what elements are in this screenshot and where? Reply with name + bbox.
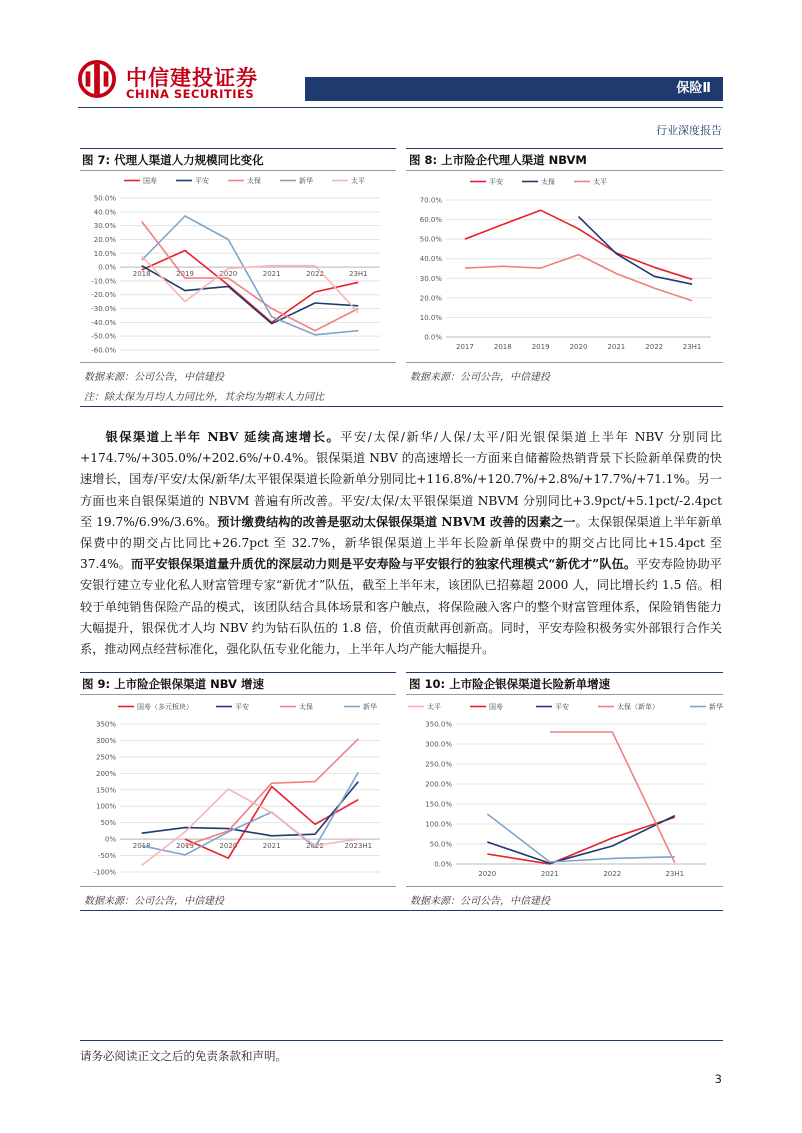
para-lead: 银保渠道上半年 NBV 延续高速增长。 <box>104 430 341 444</box>
x-tick-label: 2022 <box>306 842 324 851</box>
fig9-title: 图 9: 上市险企银保渠道 NBV 增速 <box>82 677 264 691</box>
legend-label: 国寿（多元板块） <box>137 703 193 711</box>
fig10-source: 数据来源：公司公告，中信建投 <box>410 896 550 907</box>
legend-label: 新华 <box>363 703 377 711</box>
fig7-title: 图 7: 代理人渠道人力规模同比变化 <box>82 153 264 167</box>
y-tick-label: -50.0% <box>91 332 116 341</box>
x-tick-label: 2021 <box>262 270 281 279</box>
fig8-source: 数据来源：公司公告，中信建投 <box>410 372 550 383</box>
series-line-2 <box>550 732 675 863</box>
legend-label: 太平 <box>593 178 607 186</box>
y-tick-label: -50% <box>97 852 116 861</box>
legend-label: 太保 <box>247 177 261 185</box>
y-tick-label: 60.0% <box>419 216 442 225</box>
y-tick-label: 50.0% <box>93 194 116 203</box>
para-text-3: 平安寿险协助平安银行建立专业化私人财富管理专家“新优才”队伍，截至上半年末，该团队已招募超 2000 人，同比增长约 1.5 倍。相较于单纯销售保险产品的模式，该团队结合具体场景和客户触点，将保险融入客户的整个财富管理体系，保险销售能力大幅提升，银保优才人均 NBV 约为钻石队伍的 1.8 倍，价值贡献再创新高。同时，平安寿险积极务实外部银行合作关系，推动网点经营标准化，强化队伍专业化能力，上半年人均产能大幅提升。 <box>80 557 722 657</box>
header-divider <box>78 107 723 108</box>
header-bar <box>305 77 723 101</box>
citic-logo-icon <box>78 60 116 98</box>
x-tick-label: 2019 <box>531 343 550 351</box>
y-tick-label: 200.0% <box>425 780 452 789</box>
y-tick-label: -20.0% <box>91 291 116 300</box>
para-text-2: 。太保银保渠道上半年新单保费中的期交占比同比+26.7pct 至 32.7%，新华银保渠道上半年长险新单保费中的期交占比同比+15.4pct 至 37.4%。 <box>80 514 723 572</box>
series-line-0 <box>465 210 692 279</box>
y-tick-label: 20.0% <box>419 294 442 303</box>
y-tick-label: 20.0% <box>93 235 116 244</box>
legend-label: 国寿 <box>143 177 157 185</box>
x-tick-label: 2018 <box>132 270 151 279</box>
x-tick-label: 23H1 <box>665 870 685 878</box>
fig10-chart <box>406 696 723 884</box>
y-tick-label: 40.0% <box>93 208 116 217</box>
fig-row1-bottom-rule <box>80 406 723 407</box>
series-line-3 <box>142 216 359 335</box>
body-paragraph <box>80 427 722 660</box>
fig7-top-rule <box>80 148 396 149</box>
legend-label: 国寿 <box>489 703 503 711</box>
y-tick-label: 100.0% <box>425 820 452 829</box>
x-tick-label: 2018 <box>493 343 512 351</box>
x-tick-label: 23H1 <box>682 343 702 351</box>
legend-label: 太平 <box>427 703 441 711</box>
para-bold-2: 预计缴费结构的改善是驱动太保银保渠道 NBVM 改善的因素之一 <box>217 514 576 529</box>
y-tick-label: -60.0% <box>91 346 116 355</box>
x-tick-label: 23H1 <box>349 270 368 279</box>
y-tick-label: 150% <box>95 786 116 795</box>
x-tick-label: 2021 <box>262 842 281 851</box>
legend-label: 太保 <box>541 178 555 186</box>
y-tick-label: 250.0% <box>425 760 452 769</box>
fig7-bottom-rule <box>80 362 396 363</box>
legend-label: 新华 <box>299 177 313 185</box>
fig7-note: 注：除太保为月均人力同比外，其余均为期末人力同比 <box>84 392 324 403</box>
y-tick-label: 0.0% <box>424 333 442 342</box>
para-text-1: 平安/太保/新华/人保/太平/阳光银保渠道上半年 NBV 分别同比+174.7%/+305.0%/+202.6%/+0.4%。银保渠道 NBV 的高速增长一方面来自储蓄险热销背景下长险新单保费的快速增长，国寿/平安/太保/新华/太平银保渠道长险新单分别同比+116.8%/+120.7%/+2.8%/+17.7%/+71.1%。另一方面也来自银保渠道的 NBVM 普遍有所改善。平安/太保/太平银保渠道 NBVM 分别同比+3.9pct/+5.1pct/-2.4pct 至 19.7%/6.9%/3.6%。 <box>80 430 723 529</box>
fig9-bottom-rule <box>80 886 396 887</box>
page-number: 3 <box>714 1072 722 1086</box>
legend-label: 太保（新单） <box>617 703 659 711</box>
legend-label: 平安 <box>489 178 503 186</box>
x-tick-label: 2022 <box>306 270 324 279</box>
legend-label: 新华 <box>709 703 723 711</box>
fig10-top-rule <box>406 672 723 673</box>
fig8-top-rule <box>406 148 723 149</box>
fig9-title-rule <box>80 694 396 695</box>
x-tick-label: 2020 <box>569 343 588 351</box>
y-tick-label: 30.0% <box>419 274 442 283</box>
fig8-title: 图 8: 上市险企代理人渠道 NBVM <box>409 153 587 167</box>
legend-label: 太保 <box>299 703 313 711</box>
y-tick-label: 50.0% <box>429 840 452 849</box>
report-type: 行业深度报告 <box>656 124 722 137</box>
x-tick-label: 2019 <box>176 270 194 279</box>
x-tick-label: 2021 <box>607 343 626 351</box>
x-tick-label: 2020 <box>478 870 497 878</box>
fig-row2-bottom-rule <box>80 910 723 911</box>
logo-text-en: CHINA SECURITIES <box>126 87 255 101</box>
y-tick-label: -40.0% <box>91 318 116 327</box>
footer-rule <box>80 1040 723 1041</box>
y-tick-label: 0% <box>104 835 116 844</box>
legend-label: 平安 <box>195 177 209 185</box>
y-tick-label: -30.0% <box>91 305 116 314</box>
legend-label: 平安 <box>235 703 249 711</box>
fig8-title-rule <box>406 170 723 171</box>
y-tick-label: 300.0% <box>425 740 452 749</box>
legend-label: 太平 <box>351 177 365 185</box>
y-tick-label: 200% <box>95 769 116 778</box>
y-tick-label: 50% <box>100 819 116 828</box>
y-tick-label: 0.0% <box>98 263 116 272</box>
series-line-3 <box>142 772 359 855</box>
fig7-source: 数据来源：公司公告，中信建投 <box>84 372 224 383</box>
y-tick-label: 150.0% <box>425 800 452 809</box>
series-line-0 <box>142 251 359 323</box>
y-tick-label: 350% <box>95 720 116 729</box>
y-tick-label: 50.0% <box>419 235 442 244</box>
fig8-bottom-rule <box>406 362 723 363</box>
para-bold-3: 而平安银保渠道量升质优的深层动力则是平安寿险与平安银行的独家代理模式“新优才”队伍。 <box>131 557 637 572</box>
y-tick-label: 300% <box>95 736 116 745</box>
x-tick-label: 2020 <box>219 270 238 279</box>
x-tick-label: 2017 <box>456 343 474 351</box>
fig8-chart <box>406 172 723 360</box>
x-tick-label: 2020 <box>219 842 238 851</box>
section-tag: 保险Ⅱ <box>664 77 723 101</box>
y-tick-label: 350.0% <box>425 720 452 729</box>
y-tick-label: 0.0% <box>434 860 452 869</box>
fig10-title-rule <box>406 694 723 695</box>
fig10-bottom-rule <box>406 886 723 887</box>
y-tick-label: 30.0% <box>93 222 116 231</box>
x-tick-label: 2023H1 <box>344 842 373 851</box>
disclaimer-note: 请务必阅读正文之后的免责条款和声明。 <box>80 1049 287 1063</box>
y-tick-label: -10.0% <box>91 277 116 286</box>
y-tick-label: -100% <box>93 868 116 877</box>
x-tick-label: 2022 <box>603 870 622 878</box>
fig9-top-rule <box>80 672 396 673</box>
series-line-1 <box>487 816 675 864</box>
y-tick-label: 10.0% <box>93 249 116 258</box>
series-line-2 <box>142 222 359 331</box>
y-tick-label: 40.0% <box>419 255 442 264</box>
y-tick-label: 70.0% <box>419 196 442 205</box>
logo-text-cn: 中信建投证券 <box>126 66 258 90</box>
x-tick-label: 2022 <box>645 343 664 351</box>
x-tick-label: 2018 <box>132 842 151 851</box>
y-tick-label: 10.0% <box>419 313 442 322</box>
y-tick-label: 100% <box>95 802 116 811</box>
legend-label: 平安 <box>555 703 569 711</box>
series-line-2 <box>185 739 358 846</box>
fig9-source: 数据来源：公司公告，中信建投 <box>84 896 224 907</box>
fig10-title: 图 10: 上市险企银保渠道长险新单增速 <box>409 677 611 691</box>
x-tick-label: 2019 <box>176 842 194 851</box>
y-tick-label: 250% <box>95 753 116 762</box>
fig7-chart <box>80 172 396 360</box>
fig7-title-rule <box>80 170 396 171</box>
x-tick-label: 2021 <box>540 870 559 878</box>
